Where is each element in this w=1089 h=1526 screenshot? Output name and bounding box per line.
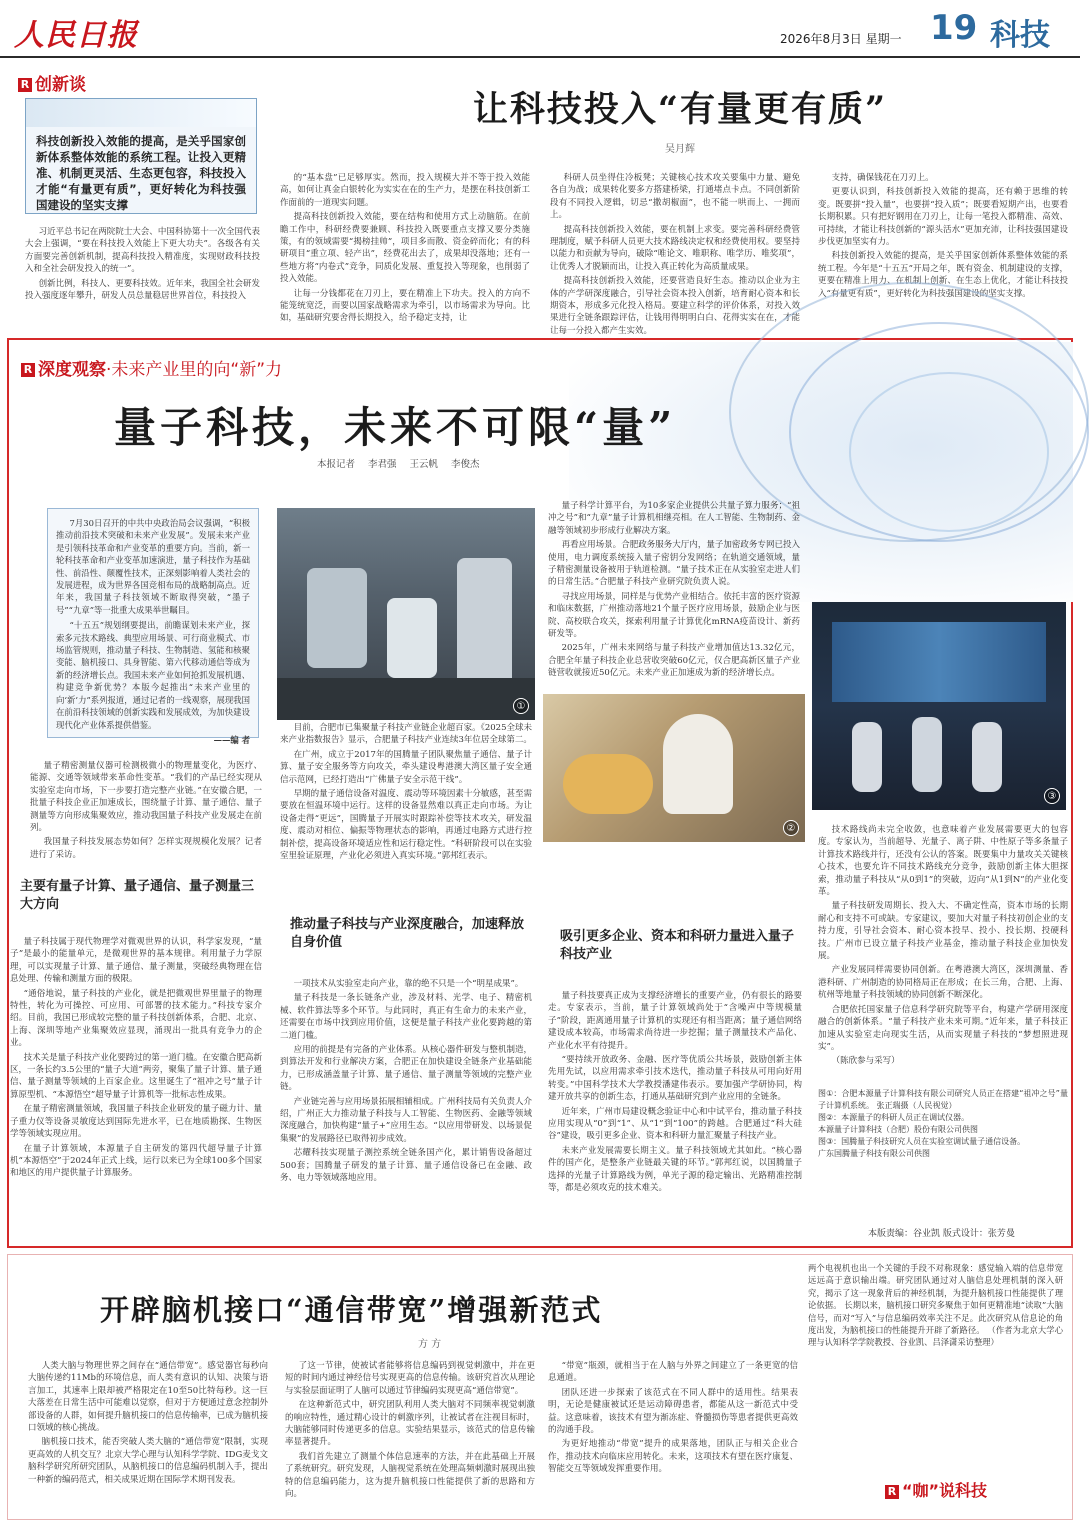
column-label: 创新谈 <box>35 75 86 95</box>
feature-col4-body: 技术路线尚未完全收敛，也意味着产业发展需要更大的包容度。专家认为，当前超导、光量子、离子阱、中性原子等多条量子计算技术路线并行，还没有公认的答案。既要集中力量攻关关键核心技术，也要允许不同技术路线充分竞争，鼓励创新主体大胆探索，推动量子科技从“从0到1”的突破，迈向“从1到N”的产业化变革。 量子科技研发周期长、投入大、不确定性高，资本市场的长期耐心和支持不可或缺。专家建议，要加大对量子科技初创企业的支持力度，引导社会资本、耐心资本投早、投小、投长期、投硬科技。广州市已设立量子科技产业基金，推动量子科技企业加快发展。 产业发展同样需要协同创新。在粤港澳大湾区，深圳测量、香港科研、广州制造的协同格局正在形成；在长三角，合肥、上海、杭州等地量子科技领域的协同创新不断深化。 合肥依托国家量子信息科学研究院等平台，构建产学研用深度融合的创新体系。“量子科技产业未来可期。”近年来，量子科技正加速从实验室走向现实生活，从而实现量子科技的“梦想照进现实”。 （陈欣参与采写） <box>818 825 1068 1067</box>
editor-sign: ——编 者 <box>213 734 250 745</box>
subhead-three-directions: 主要有量子计算、量子通信、量子测量三大方向 <box>20 879 255 912</box>
editor-note-p2: “十五五”规划纲要提出，前瞻谋划未来产业，探索多元技术路线、典型应用场景、可行商业模式、市场监管规则，推动量子科技、生物制造、氢能和核聚变能、脑机接口、具身智能、第六代移动通信等成为新的经济增长点。我国未来产业如何抢抓发展机遇、构建竞争新优势？本版今起推出“未来产业里的向‘新’力”系列报道，通过记者的一线观察，展现我国在前沿科技领域的创新实践和发展成效，为加快建设现代化产业体系提供借鉴。 <box>56 620 250 730</box>
bottom-article-col1: 人类大脑与物理世界之间存在“通信带宽”。感觉器官每秒向大脑传递约11Mb的环境信息，而人类有意识的认知、决策与语言加工，其速率上限却被严格限定在10至50比特每秒。这一巨大落差在日常生活中可能难以觉察，但对于方便通过意念控制外部设备的人群，如何提升脑机接口的信息传输率，已成为脑机接口领域的核心挑战。 脑机接口技术，能否突破人类大脑的“通信带宽”限制，实现更高效的人机交互？北京大学心理与认知科学学院、IDG麦戈文脑科学研究所研究团队，从脑机接口的信息编码机制入手，提出一种新的编码范式，相关成果近期在国际学术期刊发表。 <box>28 1361 268 1485</box>
feature-col3-top: 量子科学计算平台，为10多家企业提供公共量子算力服务；“祖冲之号”和“九章”量子计算机相继亮相。在人工智能、生物制药、金融等领域初步形成行业解决方案。 再看应用场景。合肥政务服务大厅内，量子加密政务专网已投入使用，电力调度系统接入量子密钥分发网络；在轨道交通领域，量子精密测量设备被用于轨道检测。“量子技术正在从实验室走进人们的日常生活。”合肥量子科技产业研究院负责人说。 寻找应用场景，同样是与优势产业相结合。依托丰富的医疗资源和临床数据，广州推动落地21个量子医疗应用场景，鼓励企业与医院、高校联合攻关，探索利用量子计算优化mRNA疫苗设计、新药研发等。 2025年，广州未来网络与量子科技产业增加值达13.32亿元，合肥全年量子科技企业总营收突破60亿元，仅合肥高新区量子产业链营收就接近50亿元。未来产业正加速成为新的经济增长点。 <box>548 501 800 679</box>
feature-col2-top: 目前，合肥市已集聚量子科技产业链企业超百家。《2025全球未来产业指数报告》显示，合肥量子科技产业连续3年位居全球第二。 在广州，成立于2017年的国腾量子团队聚焦量子通信、量子计算、量子安全服务等方向攻关，牵头建设粤港澳大湾区量子安全通信示范网，已经打造出“广佛量子安全示范干线”。 早期的量子通信设备对温度、震动等环境因素十分敏感，甚至需要放在恒温环境中运行。这样的设备显然难以真正走向市场。为让设备走得“更远”，国腾量子开展实时跟踪补偿等技术攻关，研发温度、震动对相位、偏振等物理状态的影响，再通过电路方式进行控制补偿，提高设备环境适应性和运行稳定性。“科研阶段可以在实验室里验证原理，产业化必须进入真实环境。”郭邦红表示。 <box>280 723 532 862</box>
bottom-article-blurb: 两个电视机也出一个关键的手段不对称现象：感觉输入端的信息带宽远远高于意识输出端。研究团队通过对人脑信息处理机制的深入研究，揭示了这一现象背后的神经机制，为提升脑机接口性能提供了理论依据。 长期以来，脑机接口研究多聚焦于如何更精准地“读取”大脑信号，而对“写入”与信息编码效率关注不足。此次研究从信息论的角度出发，为脑机接口的性能提升开辟了新路径。 （作者为北京大学心理与认知科学学院教授、谷业凯、吕泽潇采访整理） <box>808 1263 1063 1348</box>
feature-kicker-sub: ·未来产业里的向“新”力 <box>106 360 283 380</box>
bottom-article-author: 方 方 <box>418 1339 442 1350</box>
subhead-industry-integration: 推动量子科技与产业深度融合，加速释放自身价值 <box>290 917 525 950</box>
feature-col3-body: 量子科技要真正成为支撑经济增长的重要产业，仍有很长的路要走。专家表示，当前，量子计算领域尚处于“含噪声中等规模量子”阶段，距离通用量子计算机的实现还有相当距离；量子通信网络建设成本较高，市场需求尚待进一步挖掘；量子测量技术产品化、产业化水平有待提升。 “要持续开放政务、金融、医疗等优质公共场景，鼓励创新主体先用先试，以应用需求牵引技术迭代，推动量子科技从可用向好用转变。”中国科学技术大学教授潘建伟表示。要加强产学研协同，构建开放共享的创新生态，打通从基础研究到产业应用的全链条。 近年来，广州市局建设概念验证中心和中试平台，推动量子科技应用实现从“0”到“1”、从“1”到“100”的跨越。合肥通过“科大硅谷”建设，吸引更多企业、资本和科研力量汇聚量子科技产业。 未来产业发展需要长期主义。量子科技领域尤其如此。“核心器件的国产化，是整条产业链最关键的环节。”郭邦红说，以国腾量子选择的光量子计算路线为例，单光子源的稳定输出、光路精准控制等，都是必须攻克的技术难关。 <box>548 991 802 1194</box>
top-article-title: 让科技投入“有量更有质” <box>472 89 888 130</box>
photo-scientist-instrument <box>543 694 805 842</box>
masthead-logo: 人民日报 <box>14 18 138 53</box>
photo-badge-3: ③ <box>1044 788 1060 804</box>
top-article-col4: 支持，确保钱花在刀刃上。 更要认识到，科技创新投入效能的提高，还有赖于思维的转变。既要拼“投入量”，也要拼“投入质”；既要看短期产出，也要看长期积累。只有把好钢用在刀刃上，让每一笔投入都精准、高效、可持续，才能让科技创新的“源头活水”更加充沛，让科技强国建设步伐更加坚实有力。 科技创新投入效能的提高，是关乎国家创新体系整体效能的系统工程。今年是“十五五”开局之年，既有资金、机制建设的支撑，更要在精准上用力、在机制上创新、在生态上优化，才能让科技投入“有量更有质”，更好转化为科技强国建设的坚实支撑。 <box>818 173 1068 299</box>
issue-date: 2026年8月3日 星期一 <box>780 32 902 46</box>
column-title-innovation <box>18 70 86 95</box>
photo-captions <box>818 1088 1068 1160</box>
feature-kicker <box>21 355 282 380</box>
top-article-blurb: 科技创新投入效能的提高，是关乎国家创新体系整体效能的系统工程。让投入更精准、机制更灵活、生态更包容，科技投入才能“有量更有质”，更好转化为科技强国建设的坚实支撑 <box>25 98 257 214</box>
page-number: 19 <box>930 8 978 48</box>
section-name: 科技 <box>990 18 1050 53</box>
page-editors: 本版责编：谷业凯 版式设计：张芳曼 <box>868 1229 1015 1239</box>
feature-col1-body: 量子科技属于现代物理学对微观世界的认识，科学家发现，“量子”是最小的能量单元，是微观世界的基本规律。利用量子力学原理，可以实现量子计算、量子通信、量子测量，突破经典物理在信息处理、传输和测量方面的极限。 “通俗地说，量子科技的产业化，就是把微观世界里量子的物理特性，转化为可操控、可应用、可部署的技术能力。”科技专家介绍。目前，我国已形成较完整的量子科技创新体系，合肥、北京、上海、深圳等地产业集聚效应显现，涌现出一批具有竞争力的企业。 技术关是量子科技产业化要跨过的第一道门槛。在安徽合肥高新区，一条长约3.5公里的“量子大道”两旁，聚集了量子计算、量子通信、量子测量等领域的上百家企业。这里诞生了“祖冲之号”量子计算原型机、“本源悟空”超导量子计算机等一批标志性成果。 在量子精密测量领域，我国量子科技企业研发的量子磁力计、量子重力仪等设备灵敏度达到国际先进水平，已在地质勘探、生物医学等领域实现应用。 在量子计算领域，本源量子自主研发的第四代超导量子计算机“本源悟空”于2024年正式上线，运行以来已为全球100多个国家和地区的用户提供量子计算服务。 <box>10 937 262 1179</box>
caption-text: 图①：合肥本源量子计算科技有限公司研究人员正在搭建“祖冲之号”量子计算机系统。 张正瑞摄（人民视觉） 图②：本源量子的科研人员正在调试仪器。 本源量子计算科技（合肥）股份有限公司供图 图③：国腾量子科技研究人员在实验室调试量子通信设备。 广东国腾量子科技有限公司供图 <box>818 1089 1068 1158</box>
editor-note <box>47 508 259 745</box>
photo-badge-1: ① <box>513 698 529 714</box>
feature-col2-body: 一项技术从实验室走向产业，靠的绝不只是一个“明星成果”。 量子科技是一条长链条产业，涉及材料、光学、电子、精密机械、软件算法等多个环节。与此同时，真正有生命力的未来产业，还需要在市场中找到应用价值，这便是量子科技产业化要跨越的第二道门槛。 应用的前提是有完备的产业体系。从核心器件研发与整机制造，到算法开发和行业解决方案，合肥正在加快建设全链条产业基础能力，已形成涵盖量子计算、量子通信、量子测量等领域的完整产业链。 产业链完善与应用场景拓展相辅相成。广州科技局有关负责人介绍，广州正大力推动量子科技与人工智能、生物医药、金融等领域深度融合，加快构建“量子+”应用生态。“以应用带研发、以场景促集聚”的发展路径已取得初步成效。 芯耀科技实现量子测控系统全链条国产化，累计销售设备超过500套；国腾量子研发的量子计算、量子通信设备已在金融、政务、电力等领域落地应用。 <box>280 979 532 1184</box>
top-article-col3: 科研人员坐得住冷板凳；关键核心技术攻关要集中力量、避免各自为战；成果转化要多方搭建桥梁，打通堵点卡点。不同创新阶段有不同投入逻辑，切忌“撒胡椒面”，也不能一哄而上、一拥而上。 提高科技创新投入效能，要在机制上求变。要完善科研经费管理制度，赋予科研人员更大技术路线决定权和经费使用权。要坚持以能力和贡献为导向，破除“唯论文、唯职称、唯学历、唯奖项”，让优秀人才脱颖而出，让投入真正转化为高质量成果。 提高科技创新投入效能，还要营造良好生态。推动以企业为主体的产学研深度融合，引导社会资本投入创新，培育耐心资本和长期资本，形成多元化投入格局。要建立科学的评价体系，对投入效果进行全链条跟踪评估，让钱用得明明白白、花得实实在在，才能让每一分投入都产生实效。 <box>550 173 800 336</box>
bottom-article-title: 开辟脑机接口“通信带宽”增强新范式 <box>100 1293 603 1327</box>
top-article-author: 吴月辉 <box>665 144 695 155</box>
feature-title: 量子科技，未来不可限“量” <box>114 403 677 452</box>
bottom-column-title <box>885 1478 987 1501</box>
top-article-col2: 的“基本盘”已足够厚实。然而，投入规模大并不等于投入效能高，如何让真金白银转化为实实在在的生产力，是摆在科技创新工作面前的一道现实问题。 提高科技创新投入效能，要在结构和使用方式上动脑筋。在前瞻工作中，科研经费要兼顾、科技投入既要重点支撑又要分类施策，有的领域需要“揭榜挂帅”，项目多而散、资金碎而化；有的科研项目“重立项、轻产出”，经费花出去了，成果却没落地；还有一些地方将“内卷式”竞争，同质化发展、重复投入等现象，也削弱了投入效能。 让每一分钱都花在刀刃上，要在精准上下功夫。投入的方向不能笼统宽泛，而要以国家战略需求为牵引，以市场需求为导向。比如，基础研究要舍得长期投入，给予稳定支持，让 <box>280 173 530 324</box>
feature-col1-intro: 量子精密测量仪器可检测极微小的物理量变化，为医疗、能源、交通等领域带来革命性变革。“我们的产品已经实现从实验室走向市场，下一步要打造完整产业链。”在安徽合肥，一批量子科技企业正加速成长，围绕量子计算、量子通信、量子测量等方向形成集聚效应，推动我国量子科技产业发展走在前列。 我国量子科技发展态势如何？怎样实现规模化发展？记者进行了采访。 <box>30 761 262 860</box>
bottom-article-col2: 了这一节律，使被试者能够将信息编码到视觉刺激中，并在更短的时间内通过神经信号实现更高的信息传输。该研究首次从理论与实验层面证明了人脑可以通过节律编码实现更高“通信带宽”。 在这种新范式中，研究团队利用人类大脑对不同频率视觉刺激的响应特性，通过精心设计的刺激序列，让被试者在注视目标时，大脑能够同时传递更多的信息。实验结果显示，该范式的信息传输率显著提升。 我们首先建立了测量个体信息速率的方法，并在此基础上开展了系统研究。研究发现，人脑视觉系统在处理高频刺激时展现出独特的信息编码能力，这为提升脑机接口性能提供了新的思路和方向。 <box>285 1361 535 1500</box>
photo-badge-2: ② <box>783 820 799 836</box>
photo-control-room <box>812 602 1066 810</box>
bottom-article-col3: “带宽”瓶颈，就相当于在人脑与外界之间建立了一条更宽的信息通道。 团队还进一步探索了该范式在不同人群中的适用性。结果表明，无论是健康被试还是运动障碍患者，都能从这一新范式中受益。这意味着，该技术有望为渐冻症、脊髓损伤等患者提供更高效的沟通手段。 为更好地推动“带宽”提升的成果落地，团队正与相关企业合作，推动技术向临床应用转化。未来，这项技术有望在医疗康复、智能交互等领域发挥重要作用。 <box>548 1361 798 1475</box>
r-badge-icon: R <box>21 363 35 377</box>
r-badge-icon: R <box>885 1485 899 1499</box>
photo-lab-researchers <box>277 508 535 720</box>
subhead-attract-capital: 吸引更多企业、资本和科研力量进入量子科技产业 <box>560 929 795 962</box>
feature-authors: 本报记者 李君强 王云帆 李俊杰 <box>317 459 480 470</box>
r-badge-icon: R <box>18 78 32 92</box>
editor-note-p1: 7月30日召开的中共中央政治局会议强调，“积极推动前沿技术突破和未来产业发展”。发展未来产业是引领科技革命和产业变革的重要方向。当前，新一轮科技革命和产业变革加速演进，量子科技作为基础性、前沿性、颠覆性技术，正深刻影响着人类社会的发展进程，成为世界各国竞相布局的战略制高点。近年来，我国量子科技领域不断取得突破，“墨子号”“九章”等一批重大成果举世瞩目。 <box>56 518 250 615</box>
feature-kicker-label: 深度观察 <box>38 360 106 380</box>
top-article-col1: 习近平总书记在两院院士大会、中国科协第十一次全国代表大会上强调，“要在科技投入效能上下更大功夫”。各级各有关方面要完善创新机制，提高科技投入精准度，实现财政科技投入和全社会研发投入的统一”。 创新比例，科技人、更要科技效。近年来，我国全社会研发投入强度逐年攀升，研发人员总量稳居世界首位，科技投入 <box>25 227 260 302</box>
page-header <box>0 0 1080 58</box>
bottom-column-label: “咖”说科技 <box>902 1481 988 1500</box>
